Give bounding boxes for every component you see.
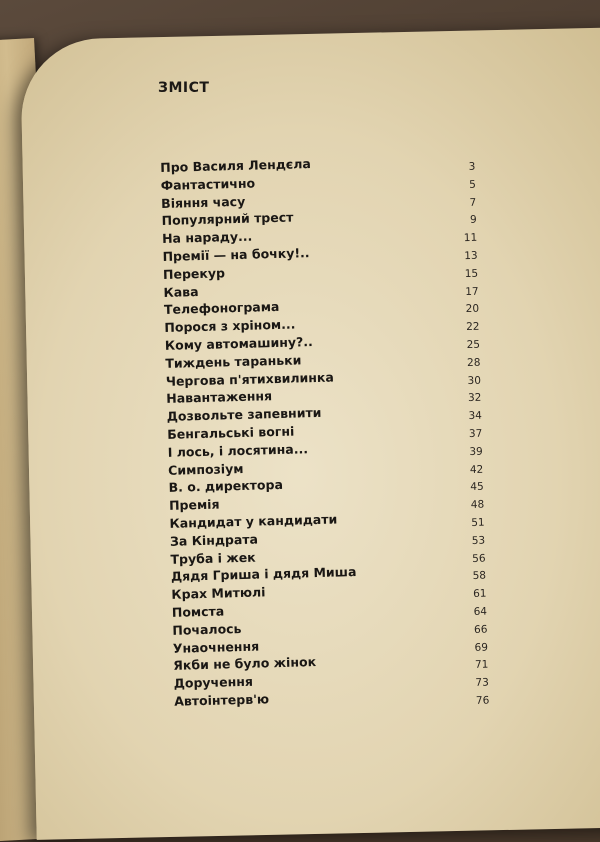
toc-entry-title: Крах Митюлі — [171, 584, 266, 602]
toc-entry-title: Телефонограма — [163, 299, 280, 318]
toc-entry-page-number: 58 — [472, 569, 487, 583]
toc-entry-page-number: 64 — [473, 605, 488, 618]
toc-entry-title: Якби не було жінок — [173, 654, 317, 674]
toc-entry-page-number: 20 — [465, 303, 480, 316]
toc-entry-title: Фантастично — [160, 175, 256, 193]
toc-entry-title: На нараду... — [161, 228, 253, 247]
toc-entry-page-number: 48 — [470, 498, 485, 512]
toc-entry-page-number: 73 — [475, 676, 490, 690]
toc-entry-title: Почалось — [172, 620, 242, 638]
toc-entry-page-number: 71 — [474, 658, 489, 672]
toc-entry-title: Унаочнення — [172, 638, 260, 656]
toc-entry-page-number: 69 — [474, 641, 489, 654]
toc-entry-page-number: 42 — [469, 463, 484, 476]
toc-entry-title: В. о. директора — [168, 477, 284, 496]
toc-entry-page-number: 37 — [468, 427, 483, 440]
toc-entry-title: Про Василя Лендєла — [160, 156, 312, 175]
toc-entry-page-number: 53 — [471, 534, 486, 547]
toc-entry-title: Симпозіум — [167, 460, 244, 478]
toc-entry-title: Труба і жек — [170, 549, 256, 567]
page-title: ЗМІСТ — [158, 80, 210, 96]
toc-entry-page-number: 34 — [468, 409, 483, 423]
toc-entry-title: Премія — [168, 496, 220, 514]
toc-entry-page-number: 13 — [464, 249, 478, 263]
toc-entry-page-number: 11 — [463, 231, 478, 245]
toc-entry-title: За Кіндрата — [169, 531, 259, 549]
toc-entry-title: Кому автомашину?.. — [164, 334, 313, 353]
toc-entry-title: Перекур — [162, 265, 226, 282]
toc-entry-page-number: 3 — [468, 160, 476, 173]
toc-entry-title: Доручення — [173, 673, 254, 691]
toc-entry-title: Тиждень тараньки — [165, 352, 302, 371]
toc-entry-title: Кандидат у кандидати — [169, 511, 338, 531]
toc-entry-page-number: 45 — [470, 480, 484, 494]
toc-entry-page-number: 30 — [467, 374, 482, 387]
toc-entry-title: І лось, і лосятина... — [167, 440, 309, 460]
toc-entry-page-number: 17 — [465, 285, 479, 298]
toc-entry-page-number: 28 — [466, 356, 481, 369]
toc-entry-page-number: 66 — [473, 623, 488, 636]
toc-entry-page-number: 56 — [472, 552, 486, 565]
toc-entry-title: Навантаження — [166, 388, 273, 407]
toc-entry-title: Дозвольте запевнити — [166, 405, 322, 425]
toc-entry-title: Бенгальські вогні — [167, 423, 295, 442]
toc-entry-title: Дядя Гриша і дядя Миша — [170, 564, 357, 585]
toc-entry-title: Премії — на бочку!.. — [162, 245, 310, 264]
toc-entry-page-number: 9 — [469, 214, 477, 227]
toc-entry-page-number: 51 — [471, 516, 485, 529]
toc-entry-title: Популярний трест — [161, 209, 294, 229]
toc-entry-title: Чергова п'ятихвилинка — [165, 369, 335, 389]
toc-entry-page-number: 76 — [475, 694, 490, 707]
toc-entry-title: Кава — [163, 283, 199, 300]
toc-entry-page-number: 61 — [472, 587, 487, 601]
toc-entry-title: Помста — [171, 603, 225, 620]
toc-entry-page-number: 32 — [467, 392, 482, 405]
toc-entry-page-number: 5 — [468, 178, 476, 191]
toc-entry-page-number: 39 — [469, 445, 483, 458]
toc-entry-page-number: 22 — [466, 320, 480, 334]
table-of-contents — [160, 149, 514, 709]
toc-entry-title: Віяння часу — [160, 193, 246, 211]
toc-entry-page-number: 25 — [466, 338, 481, 352]
toc-entry-title: Автоінтерв'ю — [174, 691, 270, 709]
toc-entry-page-number: 7 — [469, 196, 477, 209]
toc-entry-title: Порося з хріном... — [164, 316, 296, 336]
toc-entry-page-number: 15 — [464, 267, 479, 280]
